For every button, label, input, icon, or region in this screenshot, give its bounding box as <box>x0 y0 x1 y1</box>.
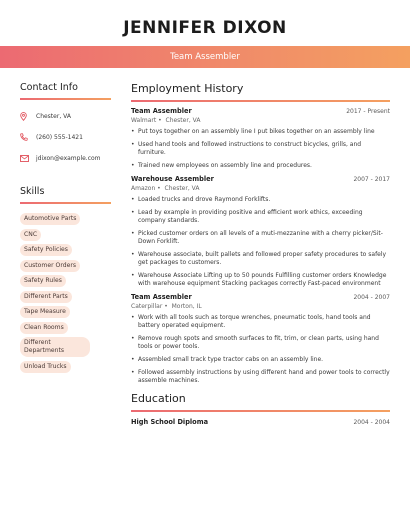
email-icon <box>20 155 36 162</box>
role-banner <box>0 46 410 68</box>
job-bullet: • Picked customer orders on all levels of a muti-mezzanine with a cherry picker/Sit-Down Forklift. <box>131 230 390 246</box>
education-entry <box>131 418 390 426</box>
job-location: Chester, VA <box>164 185 200 192</box>
job-company: Walmart <box>131 117 157 124</box>
employment-divider <box>131 100 390 102</box>
job-title: Warehouse Assembler <box>131 175 214 183</box>
job-bullet: • Assembled small track type tractor cabs on an assembly line. <box>131 356 390 364</box>
education-divider <box>131 410 390 412</box>
contact-email-text[interactable]: jdixon@example.com <box>36 154 101 162</box>
job-bullet: • Used hand tools and followed instructions to construct bicycles, grills, and furniture. <box>131 141 390 157</box>
job-dates: 2004 - 2007 <box>353 294 390 302</box>
candidate-name: JENNIFER DIXON <box>123 18 287 38</box>
job-company: Caterpillar <box>131 303 163 311</box>
job-bullet: • Warehouse associate, built pallets and followed proper safety procedures to safely get packages to customers. <box>131 251 390 267</box>
education-dates: 2004 - 2004 <box>353 419 390 427</box>
contact-divider <box>20 98 111 100</box>
skills-divider <box>20 202 111 204</box>
contact-location-text: Chester, VA <box>36 112 71 120</box>
job-employer: Amazon • Chester, VA <box>131 185 200 192</box>
job-bullet: • Followed assembly instructions by using different hand and power tools to correctly assemble machines. <box>131 369 390 385</box>
job-bullet: • Work with all tools such as torque wrenches, pneumatic tools, hand tools and battery operated equipment. <box>131 314 390 330</box>
contact-section-title: Contact Info <box>20 82 78 93</box>
job-bullets <box>131 196 390 288</box>
job-location: Morton, IL <box>171 303 202 311</box>
contact-email[interactable] <box>20 148 111 168</box>
job-dates: 2017 - Present <box>346 108 390 115</box>
job-entry <box>131 107 390 170</box>
skill-tag: Safety Rules <box>20 275 66 287</box>
skill-tag: Clean Rooms <box>20 322 68 334</box>
job-entry <box>131 293 390 385</box>
job-entry <box>131 175 390 288</box>
skill-tag: Different Departments <box>20 337 90 357</box>
skill-tag: Unload Trucks <box>20 361 71 373</box>
job-bullet: • Remove rough spots and smooth surfaces to fit, trim, or clean parts, using hand tools or power tools. <box>131 335 390 351</box>
job-dates: 2007 - 2017 <box>353 176 390 183</box>
employment-section-title: Employment History <box>131 82 244 95</box>
skill-tag: Different Parts <box>20 291 72 303</box>
job-company: Amazon <box>131 185 156 192</box>
job-title: Team Assembler <box>131 107 192 115</box>
skill-tag: Customer Orders <box>20 260 80 272</box>
sidebar <box>20 82 111 373</box>
job-bullet: • Trained new employees on assembly line and procedures. <box>131 162 390 170</box>
job-employer: Walmart • Chester, VA <box>131 117 201 124</box>
education-section-title: Education <box>131 392 186 406</box>
location-pin-icon <box>20 112 36 121</box>
skill-tag: CNC <box>20 229 41 241</box>
job-title: Team Assembler <box>131 293 192 302</box>
job-bullets <box>131 314 390 385</box>
job-bullet: • Warehouse Associate Lifting up to 50 pounds Fulfilling customer orders Knowledge with warehouse equipment Stacking packages correctly Fast-paced environment <box>131 272 390 288</box>
job-location: Chester, VA <box>165 117 201 124</box>
job-bullet: • Loaded trucks and drove Raymond Forklifts. <box>131 196 390 204</box>
job-bullet: • Put toys together on an assembly line I put bikes together on an assembly line <box>131 128 390 136</box>
skill-tag: Automotive Parts <box>20 213 80 225</box>
job-bullet: • Lead by example in providing positive and efficient work ethics, exceeding company standards. <box>131 209 390 225</box>
contact-location <box>20 106 111 126</box>
role-title: Team Assembler <box>170 52 240 62</box>
job-employer: Caterpillar • Morton, IL <box>131 303 202 311</box>
job-bullets <box>131 128 390 170</box>
main-content <box>131 82 390 426</box>
skill-tag: Safety Policies <box>20 244 72 256</box>
phone-icon <box>20 133 36 141</box>
contact-phone-text: (260) 555-1421 <box>36 133 83 141</box>
skill-tag: Tape Measure <box>20 306 70 318</box>
contact-phone <box>20 127 111 147</box>
skills-list <box>20 213 111 373</box>
skills-section-title: Skills <box>20 186 45 197</box>
education-degree: High School Diploma <box>131 418 209 427</box>
